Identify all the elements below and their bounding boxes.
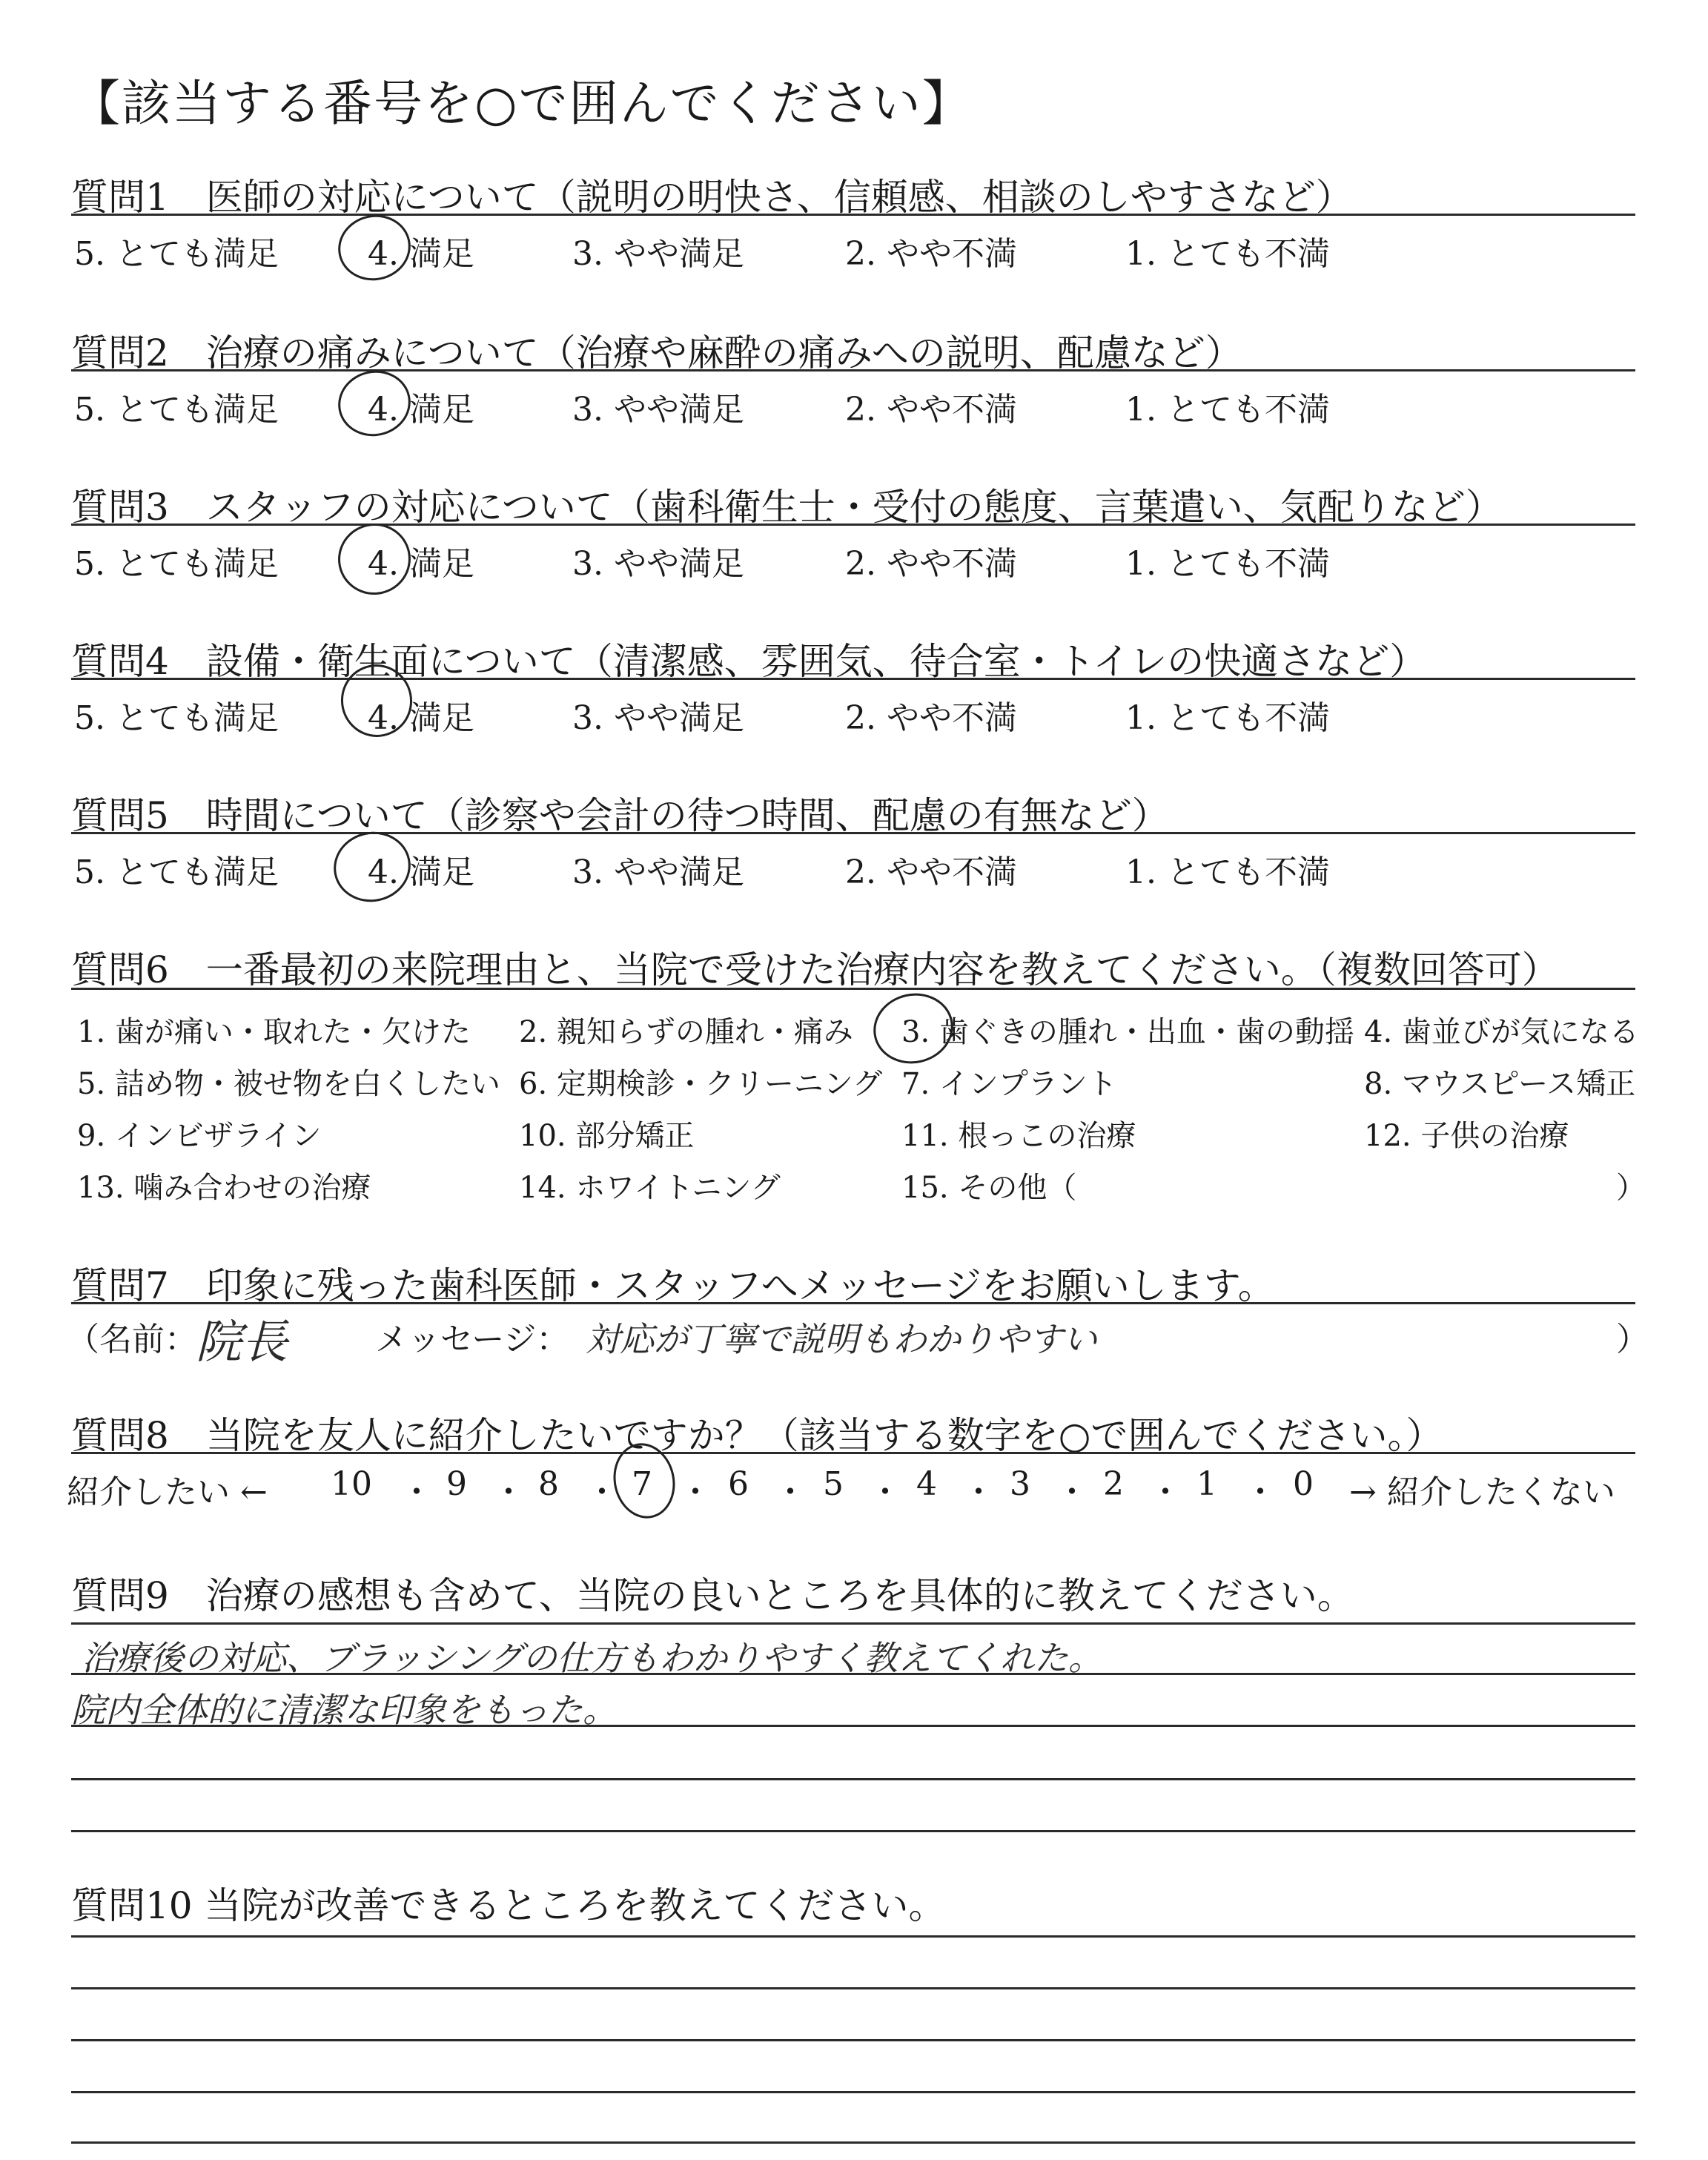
q2-option-5[interactable]: 5. とても満足 [74,391,279,429]
q8-number-6[interactable]: 6 [728,1465,749,1503]
q8-separator: ・ [1056,1473,1088,1511]
q4-heading: 質問4 設備・衛生面について（清潔感、雰囲気、待合室・トイレの快適さなど） [71,640,1427,683]
q8-number-4[interactable]: 4 [916,1465,937,1503]
q1-option-1[interactable]: 1. とても不満 [1125,235,1330,273]
q10-rule [71,2039,1635,2041]
q1-heading: 質問1 医師の対応について（説明の明快さ、信頼感、相談のしやすさなど） [71,176,1353,219]
q6-selected-circle [867,986,959,1071]
q7-message-value[interactable]: 対応が丁寧で説明もわかりやすい [586,1319,1097,1359]
q8-separator: ・ [774,1473,807,1511]
q6-option-1[interactable]: 1. 歯が痛い・取れた・欠けた [77,1015,471,1049]
q9-rule [71,1725,1635,1727]
q3-option-1[interactable]: 1. とても不満 [1125,545,1330,583]
q8-number-5[interactable]: 5 [823,1465,844,1503]
q6-option-14[interactable]: 14. ホワイトニング [519,1171,781,1205]
q9-rule [71,1830,1635,1832]
q9-rule [71,1673,1635,1675]
q8-number-1[interactable]: 1 [1196,1465,1217,1503]
q9-rule [71,1778,1635,1780]
q3-option-4[interactable]: 4. 満足 [368,545,474,583]
q2-option-4[interactable]: 4. 満足 [368,391,474,429]
q6-option-5[interactable]: 5. 詰め物・被せ物を白くしたい [77,1067,500,1101]
q6-option-3[interactable]: 3. 歯ぐきの腫れ・出血・歯の動揺 [901,1015,1354,1049]
q6-option-6[interactable]: 6. 定期検診・クリーニング [519,1067,883,1101]
q7-close-paren: ） [1616,1321,1649,1358]
q4-rule [71,678,1635,680]
q6-option-8[interactable]: 8. マウスピース矯正 [1364,1067,1636,1101]
q5-option-3[interactable]: 3. やや満足 [572,853,744,891]
q8-number-8[interactable]: 8 [538,1465,559,1503]
q3-rule [71,524,1635,526]
q4-option-5[interactable]: 5. とても満足 [74,699,279,737]
q8-number-10[interactable]: 10 [331,1465,372,1503]
q8-separator: ・ [492,1473,525,1511]
q5-option-1[interactable]: 1. とても不満 [1125,853,1330,891]
q6-option-15-close: ） [1616,1171,1646,1205]
q7-rule [71,1302,1635,1304]
q6-option-10[interactable]: 10. 部分矯正 [519,1119,695,1153]
q8-left-label: 紹介したい ← [67,1473,268,1511]
q8-separator: ・ [1149,1473,1182,1511]
q6-option-9[interactable]: 9. インビザライン [77,1119,322,1153]
q9-answer-line-2[interactable]: 院内全体的に清潔な印象をもった。 [71,1690,617,1730]
q1-option-4[interactable]: 4. 満足 [368,235,474,273]
q6-option-2[interactable]: 2. 親知らずの腫れ・痛み [519,1015,853,1049]
q1-rule [71,214,1635,216]
q2-rule [71,369,1635,371]
q8-rule [71,1452,1635,1454]
q8-separator: ・ [962,1473,995,1511]
q6-heading: 質問6 一番最初の来院理由と、当院で受けた治療内容を教えてください。（複数回答可） [71,948,1559,991]
q9-heading: 質問9 治療の感想も含めて、当院の良いところを具体的に教えてください。 [71,1574,1354,1617]
q10-rule [71,1987,1635,1989]
q10-heading: 質問10 当院が改善できるところを教えてください。 [71,1884,946,1927]
q3-heading: 質問3 スタッフの対応について（歯科衛生士・受付の態度、言葉遣い、気配りなど） [71,486,1503,529]
q5-option-2[interactable]: 2. やや不満 [845,853,1017,891]
q5-rule [71,832,1635,834]
q9-rule [71,1622,1635,1625]
q7-name-value[interactable]: 院長 [196,1315,288,1369]
q10-rule [71,1935,1635,1938]
q8-right-label: → 紹介したくない [1349,1473,1615,1511]
q4-option-2[interactable]: 2. やや不満 [845,699,1017,737]
q8-number-7[interactable]: 7 [632,1465,652,1503]
q8-separator: ・ [586,1473,618,1511]
q2-heading: 質問2 治療の痛みについて（治療や麻酔の痛みへの説明、配慮など） [71,331,1242,374]
q1-option-5[interactable]: 5. とても満足 [74,235,279,273]
q7-heading: 質問7 印象に残った歯科医師・スタッフへメッセージをお願いします。 [71,1264,1275,1307]
q4-option-1[interactable]: 1. とても不満 [1125,699,1330,737]
q8-separator: ・ [1244,1473,1277,1511]
q1-option-2[interactable]: 2. やや不満 [845,235,1017,273]
q3-option-5[interactable]: 5. とても満足 [74,545,279,583]
q6-rule [71,988,1635,990]
q10-rule [71,2091,1635,2093]
q3-option-3[interactable]: 3. やや満足 [572,545,744,583]
q8-number-3[interactable]: 3 [1010,1465,1030,1503]
q8-separator: ・ [869,1473,901,1511]
page-title: 【該当する番号を○で囲んでください】 [71,75,973,132]
q8-number-2[interactable]: 2 [1103,1465,1124,1503]
q6-option-4[interactable]: 4. 歯並びが気になる [1364,1015,1639,1049]
q5-option-5[interactable]: 5. とても満足 [74,853,279,891]
q7-name-label: （名前： [67,1321,197,1358]
q3-option-2[interactable]: 2. やや不満 [845,545,1017,583]
q2-option-1[interactable]: 1. とても不満 [1125,391,1330,429]
q10-rule [71,2141,1635,2144]
q8-separator: ・ [679,1473,712,1511]
q8-separator: ・ [400,1473,433,1511]
q8-number-9[interactable]: 9 [446,1465,467,1503]
q8-number-0[interactable]: 0 [1293,1465,1314,1503]
q4-option-3[interactable]: 3. やや満足 [572,699,744,737]
q2-option-3[interactable]: 3. やや満足 [572,391,744,429]
q6-option-11[interactable]: 11. 根っこの治療 [901,1119,1136,1153]
q1-option-3[interactable]: 3. やや満足 [572,235,744,273]
q6-option-7[interactable]: 7. インプラント [901,1067,1117,1101]
q4-option-4[interactable]: 4. 満足 [368,699,474,737]
q6-option-12[interactable]: 12. 子供の治療 [1364,1119,1569,1153]
q7-message-label: メッセージ： [375,1321,569,1358]
q8-heading: 質問8 当院を友人に紹介したいですか？（該当する数字を○で囲んでください。） [71,1414,1443,1457]
q6-option-13[interactable]: 13. 噛み合わせの治療 [77,1171,371,1205]
q2-option-2[interactable]: 2. やや不満 [845,391,1017,429]
q5-heading: 質問5 時間について（診察や会計の待つ時間、配慮の有無など） [71,794,1169,837]
q9-answer-line-1[interactable]: 治療後の対応、ブラッシングの仕方もわかりやすく教えてくれた。 [82,1638,1103,1678]
q6-option-15[interactable]: 15. その他（ [901,1171,1077,1205]
q5-option-4[interactable]: 4. 満足 [368,853,474,891]
